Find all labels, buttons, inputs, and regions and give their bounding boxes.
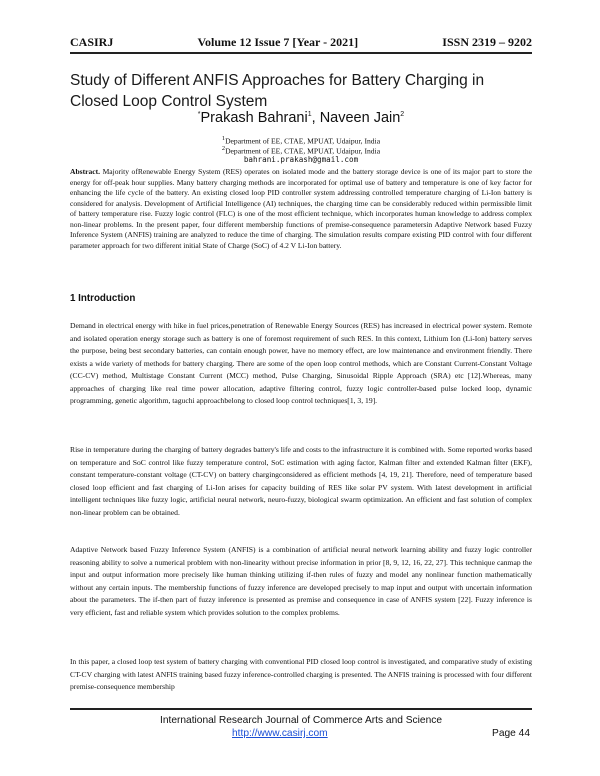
section-heading: 1 Introduction <box>70 293 136 304</box>
paragraph: Demand in electrical energy with hike in fuel prices,penetration of Renewable Energy Sources (RES) has increased in electrical power system. Remote and isolated operation energy storage such as battery is one of foremost requirement of such RES. In this context, Lithium Ion (Li-Ion) battery serves the purpose, being best secondary batteries, can contain enough power, have no memory effect, are low maintenance and environment friendly. There exists a wide variety of methods for battery charging. There are some of the open loop control methods, which are Constant Current-Constant Voltage (CC-CV) method, Multistage Constant Current (MCC) method, Pulse Charging, Sinusoidal Ripple Approach (SRA) etc [12].Whereas, many approaches of charging like real time power allocation, adaptive filtering control, fuzzy logic controller-based pulse locked loop, dynamic programming, genetic algorithm, taguchi approachbelong to closed loop control techniques[1, 3, 19]. <box>70 321 532 405</box>
journal-url-link[interactable]: http://www.casirj.com <box>232 728 328 739</box>
journal-name: International Research Journal of Commerce Arts and Science <box>160 715 442 726</box>
running-header <box>70 35 532 50</box>
author-1: Prakash Bahrani <box>200 110 308 126</box>
page-number: Page 44 <box>492 728 530 739</box>
author-line: *Prakash Bahrani$^1$, Naveen Jain$^2$ <box>197 110 405 126</box>
footer-divider <box>70 708 532 710</box>
affiliation-1 <box>70 135 532 146</box>
author-1-affiliation-mark: 1 <box>307 111 312 119</box>
journal-abbreviation: CASIRJ <box>70 35 114 49</box>
paper-title: Study of Different ANFIS Approaches for Battery Charging in Closed Loop Control System <box>70 72 485 110</box>
volume-info: Volume 12 Issue 7 [Year - 2021] <box>197 35 359 49</box>
issn: ISSN 2319 – 9202 <box>442 35 532 49</box>
corresponding-author-mark: * <box>197 111 201 119</box>
author-2: Naveen Jain <box>319 110 401 126</box>
author-email: bahrani.prakash@gmail.com <box>243 155 359 164</box>
affiliation-1-text: Department of EE, CTAE, MPUAT, Udaipur, India <box>225 136 381 146</box>
author-2-affiliation-mark: 2 <box>400 111 405 119</box>
header-divider <box>70 52 532 54</box>
abstract <box>70 167 532 251</box>
paragraph: In this paper, a closed loop test system of battery charging with conventional PID closed loop control is investigated, and comparative study of existing CT-CV charging with latest ANFIS training based fuzzy inference-controlled charging is presented. The ANFIS training is processed with four different premise-consequence membership <box>70 657 532 691</box>
abstract-text: Majority ofRenewable Energy System (RES) operates on isolated mode and the battery storage device is one of its major part to store the energy for off-peak hour supplies. Many battery charging methods are incorporated for optimal use of battery and temperature is one of key factor for enhancing the life cycle of the battery. An existing closed loop PID controller system addressing controlled temperature charging of Li-Ion battery is considered for analysis. Development of Artificial Intelligence (AI) techniques, the charging time can be considerably reduced within permissible limit of battery temperature rise. Fuzzy logic control (FLC) is one of the most efficient technique, which incorporates human knowledge to address complex non-linear problems. In the present paper, four different membership functions of premise-consequence parametersin Adaptive Network based Fuzzy Inference System (ANFIS) training are analyzed to reduce the time of charging. The simulation results compare existing PID control with four different parameter approach for two different initial State of Charge (SoC) of 4.2 V Li-Ion battery. <box>70 167 532 250</box>
affiliation-2-text: Department of EE, CTAE, MPUAT, Udaipur, India <box>225 146 381 156</box>
paragraph: Rise in temperature during the charging of battery degrades battery's life and costs to the infrastructure it is combined with. Some reported works based on temperature and SoC control like fuzzy temperature control, SoC estimation with aging factor, Kalman filter and extended Kalman filter (EKF), constant temperature-constant voltage (CT-CV) on battery chargingconsidered as efficient methods [4, 19, 21]. Therefore, need of temperature based closed loop efficient and fast charging of Li-Ion arises for capacity building of RES like solar PV system. With latest development in artificial intelligent techniques like fuzzy logic, artificial neural network, neuro-fuzzy, biological swarm optimization. An efficient and fast solution of complex non-linear problem can be obtained. <box>70 445 532 517</box>
affiliation-2 <box>70 145 532 156</box>
affiliation-2-mark: 2 <box>221 145 226 152</box>
paragraph: Adaptive Network based Fuzzy Inference System (ANFIS) is a combination of artificial neural network learning ability and fuzzy logic controller reasoning ability to solve a numerical problem with non-linearity without precise information in prior [8, 9, 12, 16, 22, 27]. This technique canmap the input and output information more precisely like human thinking utilizing if-then rules of fuzzy and model any nonlinear function mathematically without any certain inputs. The membership functions of fuzzy inference are developed precisely to map input and output with uncertain information about the parameters. The if-then part of fuzzy inference is presented as premise and consequence in case of ANFIS system [22]. Fuzzy inference is very efficient, fast and reliable system which provides solution to the complex problems. <box>70 545 532 617</box>
abstract-label: Abstract. <box>70 167 100 176</box>
affiliation-1-mark: 1 <box>221 135 226 142</box>
